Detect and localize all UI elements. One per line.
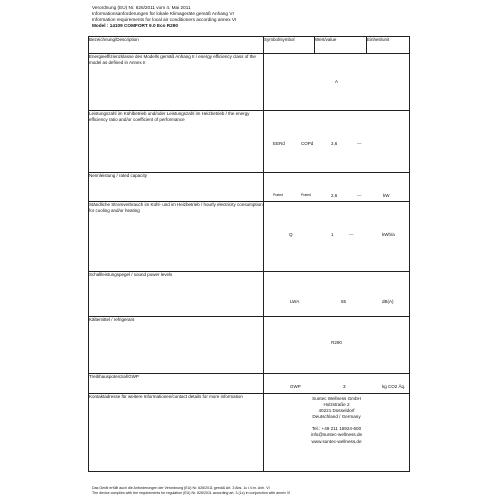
- contact-label: Kontaktadresse für weitere Informationen/contact details for more information: [89, 394, 264, 472]
- row-gwp: [89, 374, 410, 394]
- row-sound: [89, 272, 410, 317]
- gwp-unit: kg CO2 Äq.: [382, 384, 406, 389]
- contact-cell: [264, 394, 410, 472]
- sound-value: 65: [341, 299, 347, 304]
- refrigerant-label: Kältemittel / refrigerant: [89, 317, 264, 374]
- contact-street: Holzstraße 2: [323, 402, 350, 408]
- energy-class-value: A: [334, 79, 338, 84]
- contact-city: 40221 Düsseldorf: [318, 408, 355, 414]
- power-cell: [264, 202, 410, 272]
- capacity-value: 2,6: [331, 193, 338, 198]
- document-footer: [92, 486, 422, 495]
- cop-symbol: COPd: [301, 141, 314, 146]
- footer-note-de: Das Gerät erfüllt auch die Anforderungen der Verordnung (EU) Nr. 626/2011 gemäß Art. 3 Abs. 1c i.V.m. Anh. VI: [92, 486, 270, 490]
- energy-class-label: Energieeffizienzklasse des Modells gemäß Anhang II / energy efficiency class of the model as defined in Annex II: [89, 54, 264, 111]
- header-value: Wert/value: [315, 37, 367, 54]
- gwp-symbol: GWP: [290, 384, 301, 389]
- power-value: 1: [331, 232, 334, 237]
- power-label: Ständliche Stromverbrauch im Kühl- und im Heizbetrieb / hourly electricity consumption for cooling and/or heating: [89, 202, 264, 272]
- sound-label: Schallleistungspegel / sound power levels: [89, 272, 264, 317]
- requirements-de: Informationsanforderungen für lokale Klimageräte gemäß Anhang VI: [92, 11, 234, 16]
- capacity-symbol-b: Prated: [301, 193, 311, 197]
- power-unit: kWh/a: [382, 232, 395, 237]
- efficiency-cell: [264, 111, 410, 173]
- refrigerant-value: R290: [331, 340, 342, 345]
- document-header: [92, 5, 412, 29]
- contact-country: Deutschland / Germany: [312, 414, 361, 420]
- efficiency-label: Leistungszahl im Kühlbetrieb und/oder Leistungszahl im Heizbetrieb / the energy efficiency ratio and/or coefficient of performance: [89, 111, 264, 173]
- gwp-label: Treibhauspotenzial/GWP: [89, 374, 264, 394]
- row-capacity: [89, 173, 410, 202]
- header-unit: Einheit/unit: [367, 37, 410, 54]
- power-symbol: Q: [289, 232, 293, 237]
- capacity-unit: kW: [383, 193, 390, 198]
- row-refrigerant: [89, 317, 410, 374]
- power-value2: ---: [349, 232, 354, 237]
- footer-note-en: The device complies with the requirements for regulation (EU) Nr. 626/2011 according art. 3 (1c) in conjunction with annex VI: [92, 490, 291, 495]
- regulation-title: Verordnung (EU) Nr. 626/2011 vom 4. Mai 2011: [92, 5, 191, 10]
- contact-email: info@suntec-wellness.de: [310, 432, 363, 438]
- efficiency-value: 2,6: [331, 141, 338, 146]
- efficiency-value2: ---: [357, 141, 362, 146]
- contact-company: Suntec Wellness GmbH: [312, 396, 361, 401]
- spec-table: [88, 36, 410, 472]
- row-power: [89, 202, 410, 272]
- model-name: Model : 14109 COMFORT 9.0 Eco R290: [92, 23, 178, 28]
- sound-cell: [264, 272, 410, 317]
- eer-symbol: EERd: [273, 141, 285, 146]
- row-efficiency: [89, 111, 410, 173]
- row-contact: [89, 394, 410, 472]
- header-description: Bezeichnung/Description: [89, 37, 264, 54]
- capacity-value2: ---: [357, 193, 362, 198]
- gwp-cell: [264, 374, 410, 394]
- refrigerant-cell: [264, 317, 410, 374]
- contact-address: [264, 396, 409, 445]
- sound-unit: dB(A): [382, 299, 394, 304]
- row-energy-class: [89, 54, 410, 111]
- contact-web: www.suntec-wellness.de: [311, 438, 362, 444]
- capacity-cell: [264, 173, 410, 202]
- contact-phone: Tel.: +49 211 15924-600: [311, 426, 362, 432]
- capacity-label: Nennleistung / rated capacity: [89, 173, 264, 202]
- capacity-symbol-a: Prated: [273, 193, 283, 197]
- energy-class-cell: [264, 54, 410, 111]
- table-header-row: [89, 37, 410, 54]
- sound-symbol: LWA: [290, 299, 300, 304]
- header-symbol: Symbol/symbol: [264, 37, 315, 54]
- requirements-en: Information requirements for local air conditioners according annex VI: [92, 17, 237, 22]
- gwp-value: 3: [343, 384, 346, 389]
